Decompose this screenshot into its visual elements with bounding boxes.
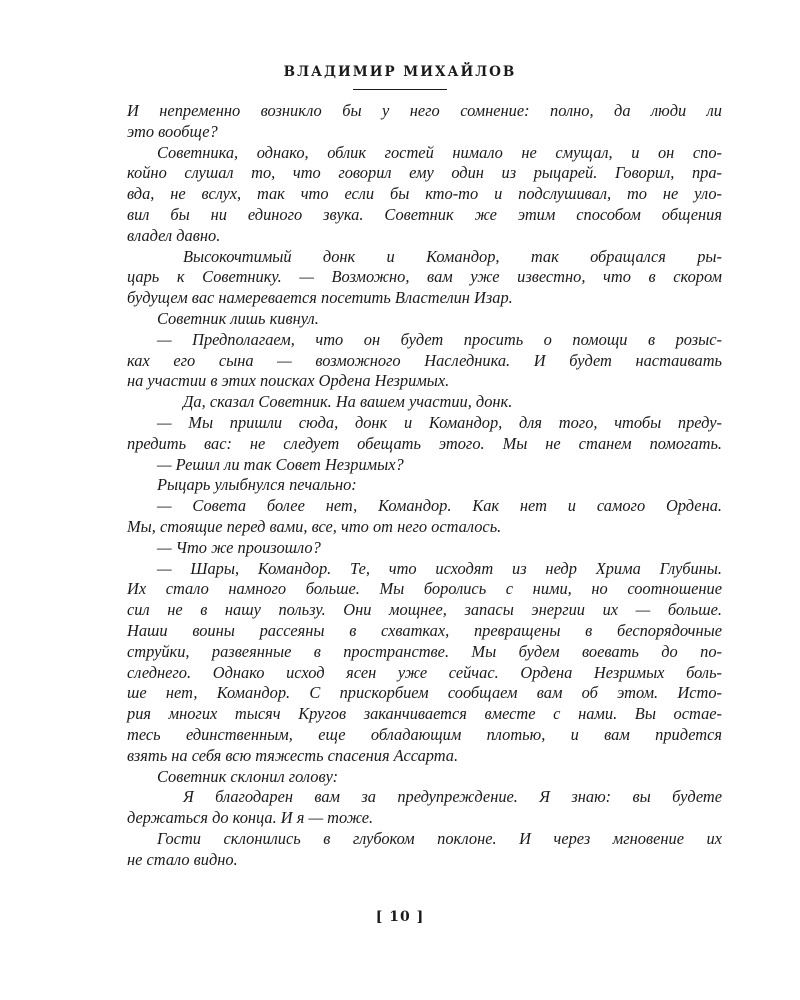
text-line: вил бы ни единого звука. Советник же этим способом общения — [127, 204, 722, 224]
page-number: [ 10 ] — [375, 909, 425, 925]
text-line: Рыцарь улыбнулся печально: — [157, 475, 357, 495]
text-line: И непременно возникло бы у него сомнение: полно, да люди ли — [127, 101, 722, 120]
text-line: Советник склонил голову: — [157, 766, 339, 786]
text-line: — Решил ли так Совет Незримых? — [157, 454, 404, 474]
text-line: не стало видно. — [127, 849, 238, 869]
text-line: Наши воины рассеяны в схватках, превращены в беспорядочные — [127, 620, 722, 640]
text-line: это вообще? — [127, 121, 218, 141]
text-line: царь к Советнику. — Возможно, вам уже известно, что в скором — [127, 267, 722, 287]
text-line: Их стало намного больше. Мы боролись с ними, но соотношение — [127, 579, 722, 599]
text-line: рия многих тысяч Кругов заканчивается вместе с нами. Вы остае- — [127, 704, 722, 724]
text-line: Мы, стоящие перед вами, все, что от него осталось. — [127, 516, 502, 536]
text-line: — Что же произошло? — [157, 537, 321, 557]
text-line: на участии в этих поисках Ордена Незримых. — [127, 371, 450, 391]
header-rule — [353, 89, 447, 90]
text-line: Советник лишь кивнул. — [157, 308, 319, 328]
text-line: Да, сказал Советник. На вашем участии, донк. — [183, 392, 513, 412]
text-line: — Предполагаем, что он будет просить о помощи в розыс- — [157, 329, 722, 349]
text-line: будущем вас намеревается посетить Властелин Изар. — [127, 288, 513, 308]
text-line: следнего. Однако исход ясен уже сейчас. Ордена Незримых боль- — [127, 662, 722, 682]
text-line: — Шары, Командор. Те, что исходят из недр Хрима Глубины. — [157, 558, 722, 578]
text-line: держаться до конца. И я — тоже. — [127, 808, 374, 828]
body-text — [127, 101, 722, 870]
text-line: струйки, развеянные в пространстве. Мы будем воевать до по- — [127, 641, 722, 661]
text-line: предить вас: не следует обещать этого. Мы не станем помогать. — [127, 433, 722, 453]
text-line: ше нет, Командор. С прискорбием сообщаем вам об этом. Исто- — [127, 683, 722, 703]
text-line: Высокочтимый донк и Командор, так обращался ры- — [183, 246, 722, 266]
text-line: вда, не вслух, так что если бы кто-то и подслушивал, то не уло- — [127, 184, 722, 204]
text-line: сил не в нашу пользу. Они мощнее, запасы энергии их — больше. — [127, 600, 722, 620]
text-line: койно слушал то, что говорил ему один из рыцарей. Говорил, пра- — [127, 163, 722, 183]
text-line: Гости склонились в глубоком поклоне. И через мгновение их — [157, 828, 722, 848]
text-line: владел давно. — [127, 225, 221, 245]
text-line: — Мы пришли сюда, донк и Командор, для того, чтобы преду- — [157, 412, 722, 432]
text-line: — Совета более нет, Командор. Как нет и самого Ордена. — [157, 496, 722, 516]
text-line: тесь единственным, еще обладающим плотью, и вам придется — [127, 724, 722, 744]
text-line: взять на себя всю тяжесть спасения Ассарта. — [127, 745, 459, 765]
text-line: Я благодарен вам за предупреждение. Я знаю: вы будете — [183, 787, 722, 807]
running-head-author: ВЛАДИМИР МИХАЙЛОВ — [283, 64, 517, 80]
text-line: ках его сына — возможного Наследника. И будет настаивать — [127, 350, 722, 370]
text-line: Советника, однако, облик гостей нимало не смущал, и он спо- — [157, 142, 722, 162]
